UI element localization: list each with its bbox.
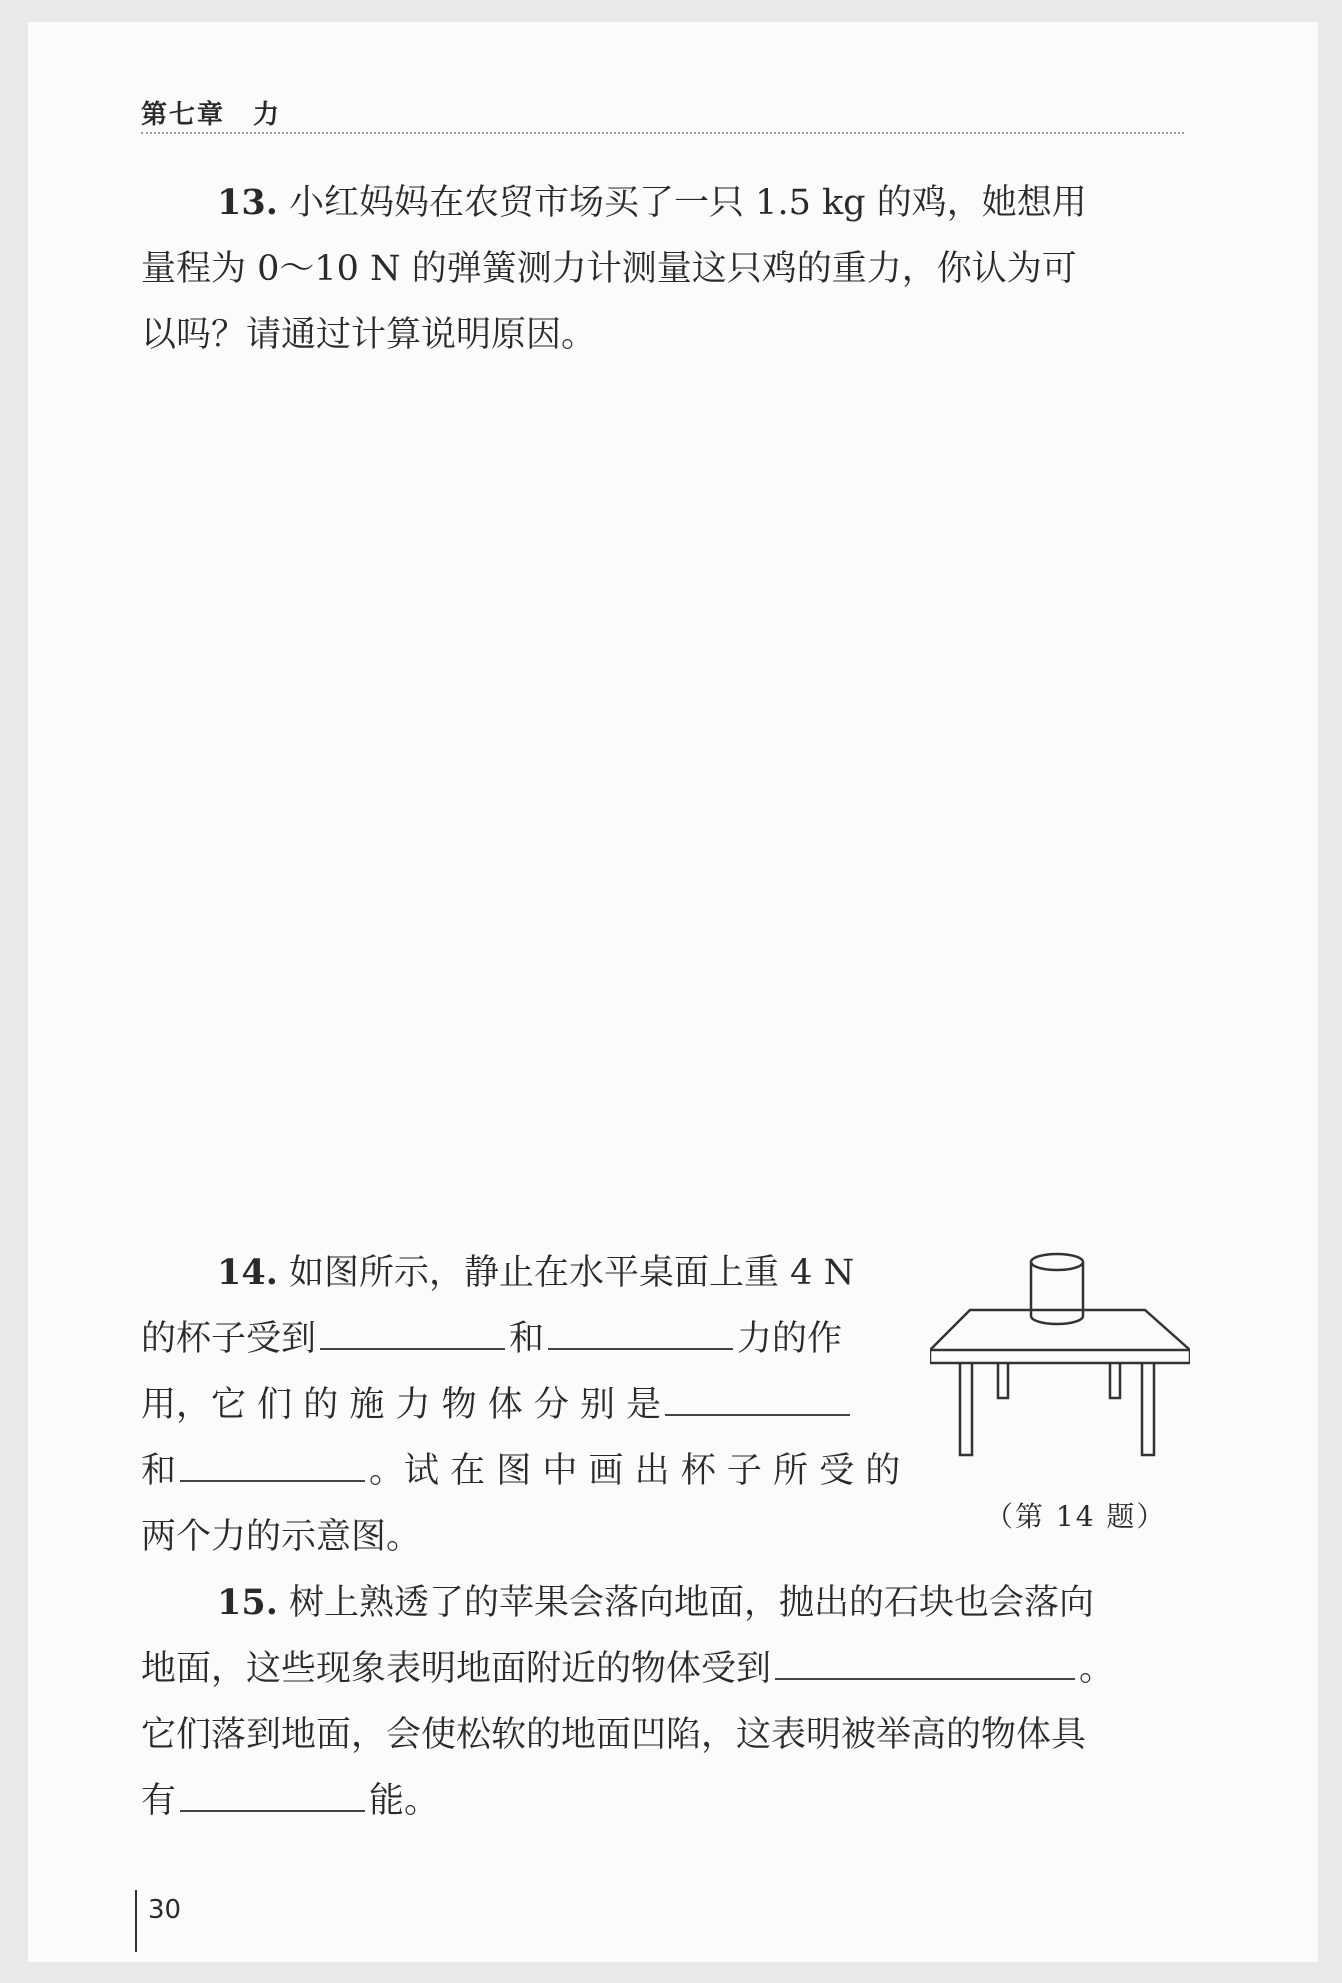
q14-text-1: 如图所示，静止在水平桌面上重 4 N bbox=[289, 1253, 855, 1293]
q15-line-1 bbox=[141, 1570, 1201, 1636]
page-number: 30 bbox=[148, 1895, 182, 1925]
q14-text-3: 用，它 们 的 施 力 物 体 分 别 是 bbox=[141, 1385, 662, 1425]
q13-line-3: 以吗？请通过计算说明原因。 bbox=[141, 315, 597, 355]
q14-text-4b: 。试 在 图 中 画 出 杯 子 所 受 的 bbox=[369, 1451, 901, 1491]
question-13 bbox=[141, 170, 1201, 368]
q14-line-3 bbox=[141, 1372, 941, 1438]
question-14 bbox=[141, 1240, 941, 1570]
q14-line-2 bbox=[141, 1306, 941, 1372]
q14-number: 14. bbox=[217, 1252, 278, 1293]
table-leg-front-right bbox=[1142, 1363, 1154, 1455]
q15-line-3: 它们落到地面，会使松软的地面凹陷，这表明被举高的物体具 bbox=[141, 1715, 1087, 1755]
q14-text-2c: 力的作 bbox=[737, 1319, 843, 1359]
table-leg-back-right bbox=[1110, 1363, 1120, 1398]
answer-blank-3[interactable] bbox=[665, 1376, 850, 1416]
tabletop bbox=[930, 1310, 1190, 1350]
answer-blank-4[interactable] bbox=[180, 1442, 365, 1482]
q15-line-2 bbox=[141, 1636, 1201, 1702]
q15-text-2a: 地面，这些现象表明地面附近的物体受到 bbox=[141, 1649, 772, 1689]
q14-text-2b: 和 bbox=[509, 1319, 545, 1359]
cup-top bbox=[1031, 1254, 1083, 1270]
q13-number: 13. bbox=[217, 182, 278, 223]
chapter-header: 第七章 力 bbox=[141, 100, 282, 130]
page-number-bar bbox=[135, 1890, 137, 1952]
tabletop-edge bbox=[930, 1350, 1190, 1363]
q14-line-1 bbox=[141, 1240, 941, 1306]
cup-body bbox=[1031, 1262, 1083, 1324]
table-leg-front-left bbox=[960, 1363, 972, 1455]
q15-text-4a: 有 bbox=[141, 1781, 177, 1821]
cup-on-table-figure bbox=[930, 1250, 1190, 1470]
q14-line-5: 两个力的示意图。 bbox=[141, 1517, 422, 1557]
table-leg-back-left bbox=[998, 1363, 1008, 1398]
answer-blank-1[interactable] bbox=[320, 1310, 505, 1350]
q15-text-4b: 能。 bbox=[369, 1781, 440, 1821]
q13-line-2: 量程为 0～10 N 的弹簧测力计测量这只鸡的重力，你认为可 bbox=[141, 249, 1077, 289]
q15-text-2b: 。 bbox=[1079, 1649, 1115, 1689]
q13-line-1 bbox=[141, 170, 1201, 236]
q15-text-1: 树上熟透了的苹果会落向地面，抛出的石块也会落向 bbox=[289, 1583, 1095, 1623]
question-15 bbox=[141, 1570, 1201, 1834]
answer-blank-5[interactable] bbox=[775, 1640, 1075, 1680]
q13-text-1: 小红妈妈在农贸市场买了一只 1.5 kg 的鸡，她想用 bbox=[289, 183, 1087, 223]
header-divider bbox=[141, 132, 1184, 134]
figure-caption: （第 14 题） bbox=[985, 1500, 1167, 1533]
answer-blank-6[interactable] bbox=[180, 1772, 365, 1812]
answer-blank-2[interactable] bbox=[548, 1310, 733, 1350]
q15-line-4 bbox=[141, 1768, 1201, 1834]
q15-number: 15. bbox=[217, 1582, 278, 1623]
q14-text-4a: 和 bbox=[141, 1451, 177, 1491]
q14-line-4 bbox=[141, 1438, 941, 1504]
q14-text-2a: 的杯子受到 bbox=[141, 1319, 317, 1359]
